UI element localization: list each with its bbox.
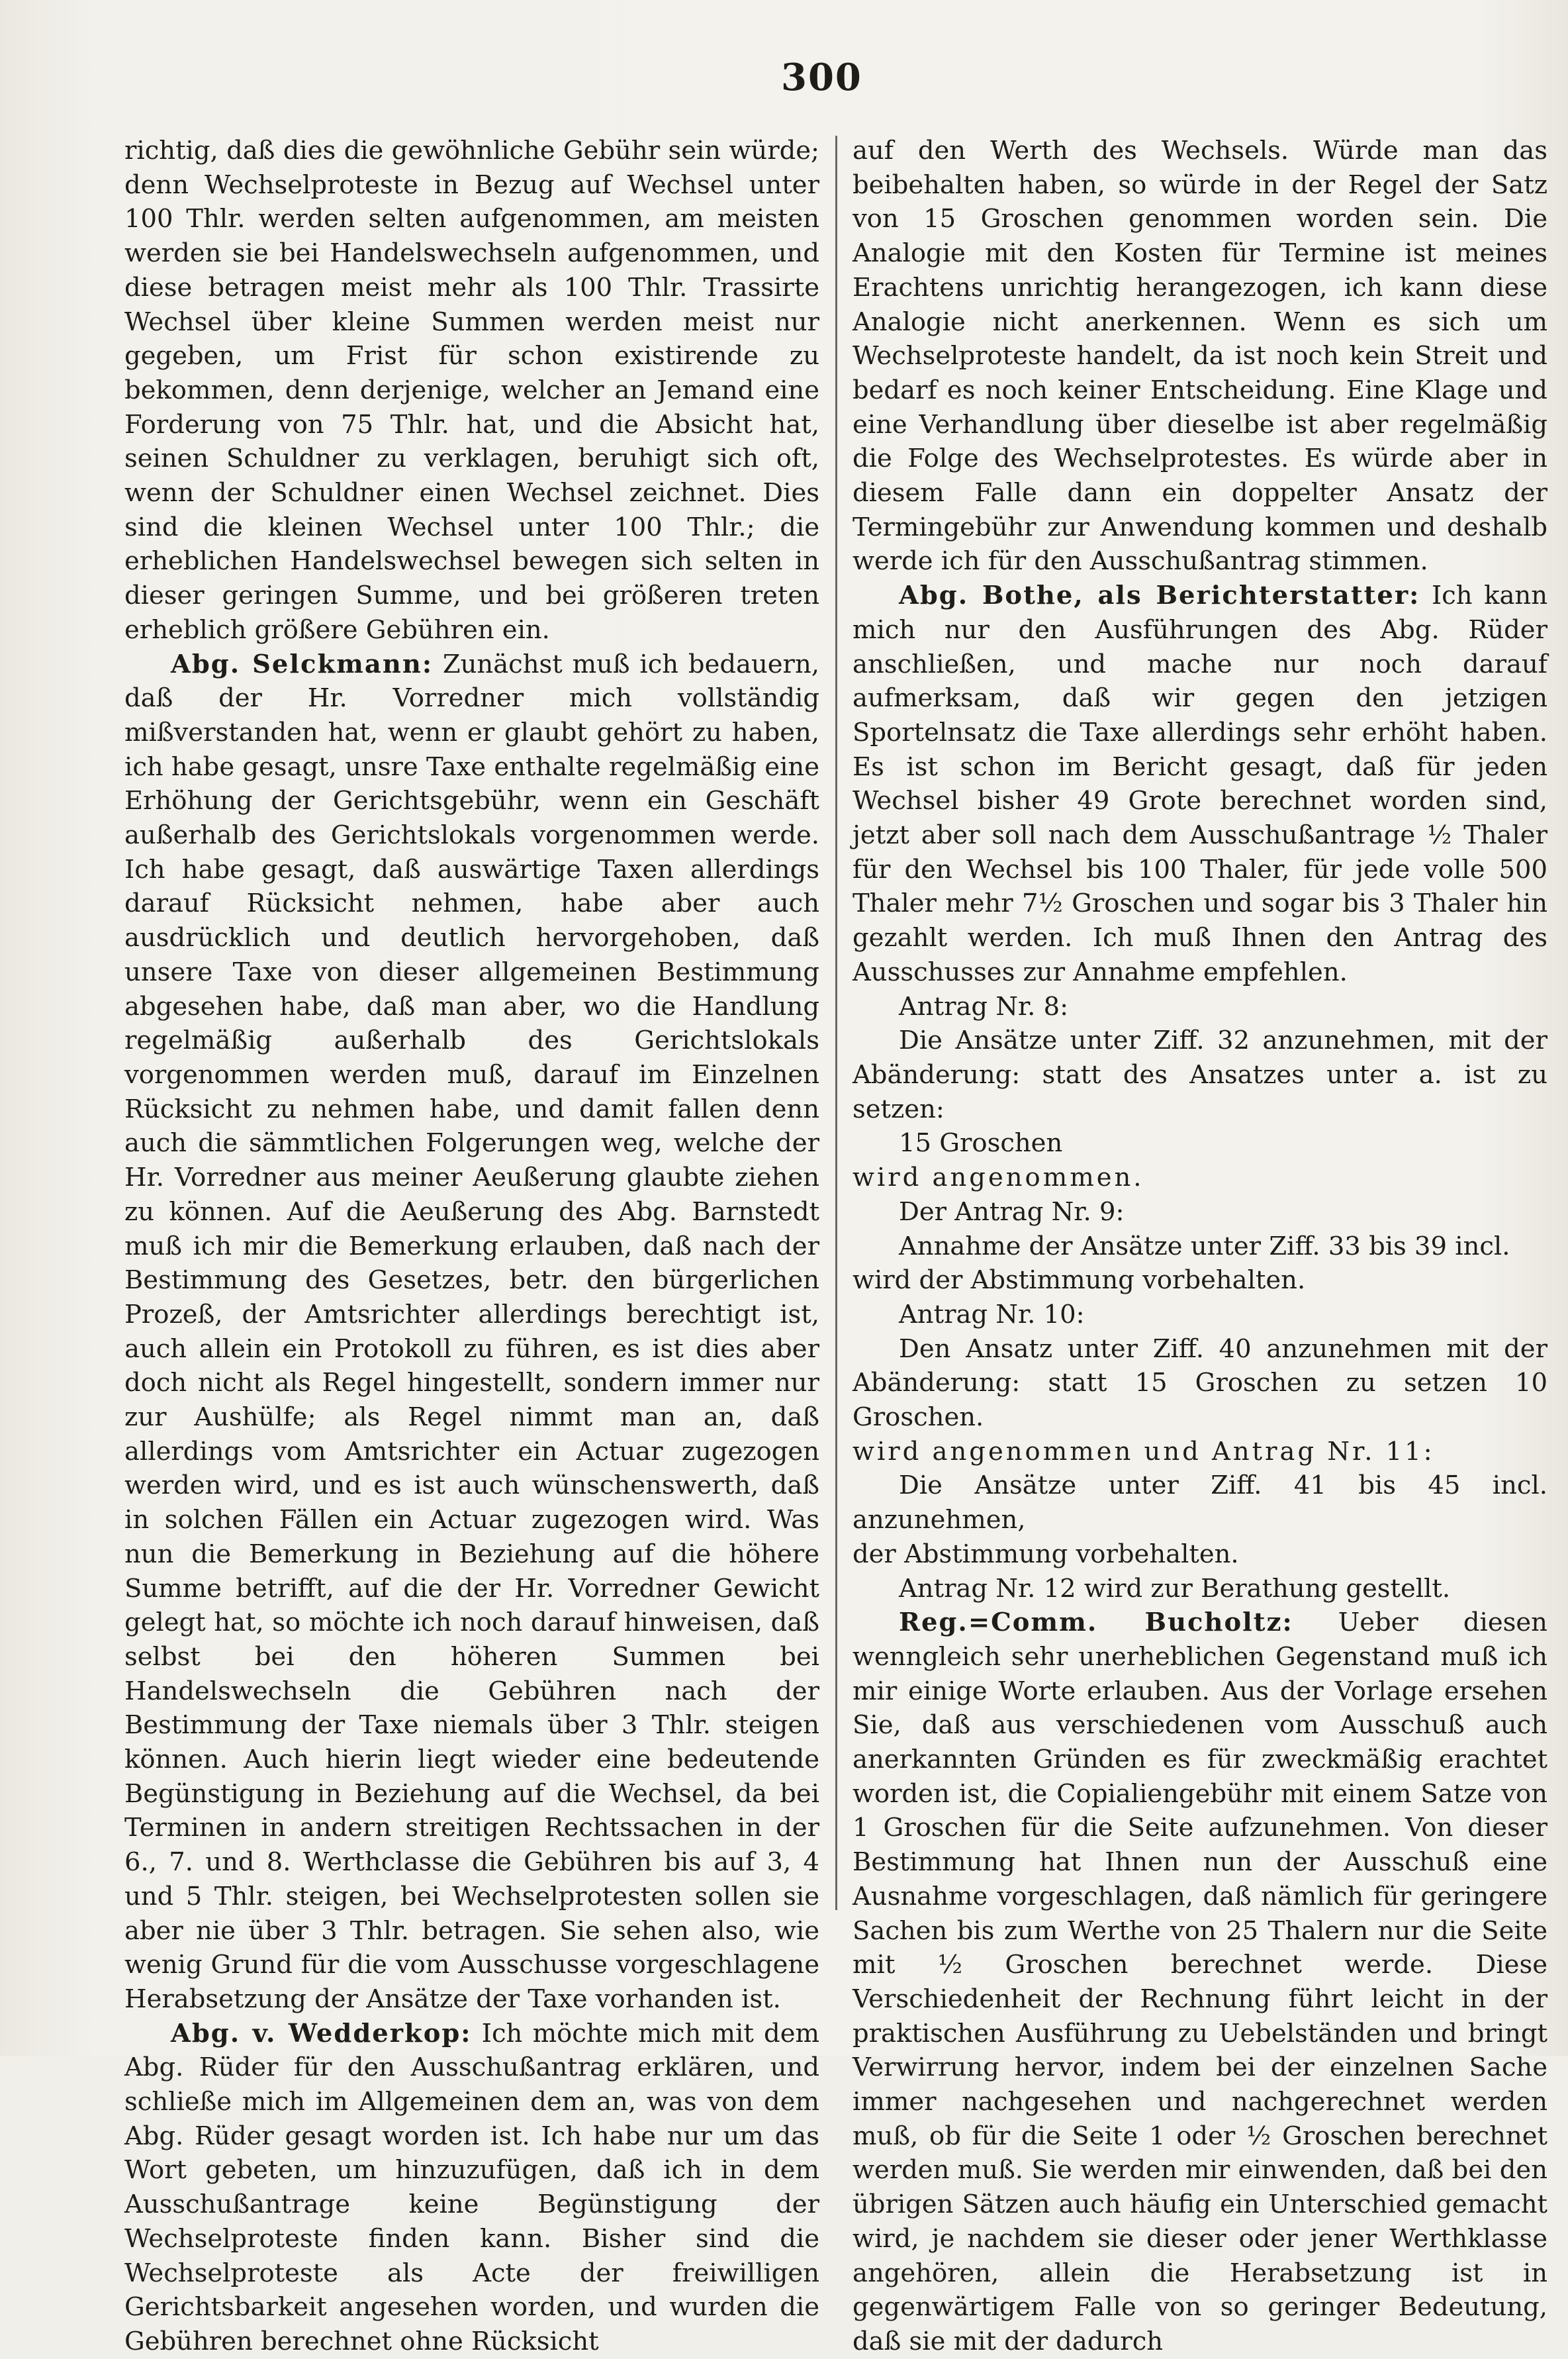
motion-result: wird angenommen und Antrag Nr. 11: (853, 1436, 1435, 1467)
motion-text: Annahme der Ansätze unter Ziff. 33 bis 39 incl. (899, 1231, 1510, 1261)
paragraph (124, 2017, 819, 2359)
page-number: 300 (781, 56, 862, 99)
motion-value: 15 Groschen (899, 1128, 1063, 1159)
column-divider (835, 136, 837, 1910)
motion-title: Antrag Nr. 10: (899, 1299, 1085, 1329)
speaker-name: Abg. v. Wedderkop: (171, 2018, 472, 2048)
speech-text: Ueber diesen wenngleich sehr unerheblichen Gegenstand muß ich mir einige Worte erlauben. Aus der Vorlage ersehen Sie, daß aus verschiedenen vom Ausschuß auch anerkannten Gründen es für zweckmäßig erachtet worden ist, die Copialiengebühr mit einem Satze von 1 Groschen für die Seite aufzunehmen. Von dieser Bestimmung hat Ihnen nun der Ausschuß eine Ausnahme vorgeschlagen, daß nämlich für geringere Sachen bis zum Werthe von 25 Thalern nur die Seite mit ½ Groschen berechnet werde. Diese Verschiedenheit der Rechnung führt leicht in der praktischen Ausführung zu Uebelständen und bringt Verwirrung hervor, indem bei der einzelnen Sache immer nachgesehen und nachgerechnet werden muß, ob für die Seite 1 oder ½ Groschen berechnet werden muß. Sie werden mir einwenden, daß bei den übrigen Sätzen auch häufig ein Unterschied gemacht wird, je nachdem sie dieser oder jener Werthklasse angehören, allein die Herabsetzung ist in gegenwärtigem Falle von so geringer Bedeutung, daß sie mit der dadurch (853, 1608, 1547, 2356)
motion-text: Die Ansätze unter Ziff. 41 bis 45 incl. anzunehmen, (853, 1470, 1547, 1535)
speaker-name: Reg.=Comm. Bucholtz: (899, 1608, 1293, 1638)
paragraph: auf den Werth des Wechsels. Würde man das beibehalten haben, so würde in der Regel der Satz von 15 Groschen genommen worden sein. Die Analogie mit den Kosten für Termine ist meines Erachtens unrichtig herangezogen, ich kann diese Analogie nicht anerkennen. Wenn es sich um Wechselproteste handelt, da ist noch kein Streit und bedarf es noch keiner Entscheidung. Eine Klage und eine Verhandlung über dieselbe ist aber regelmäßig die Folge des Wechselprotestes. Es würde aber in diesem Falle dann ein doppelter Ansatz der Termingebühr zur Anwendung kommen und deshalb werde ich für den Ausschußantrag stimmen. (853, 136, 1547, 577)
speaker-name: Abg. Bothe, als Berichterstatter: (899, 581, 1420, 611)
speaker-name: Abg. Selckmann: (171, 649, 434, 679)
motion-result: wird angenommen. (853, 1163, 1144, 1193)
motion-title: Der Antrag Nr. 9: (899, 1196, 1125, 1227)
motion-text: Den Ansatz unter Ziff. 40 anzunehmen mit der Abänderung: statt 15 Groschen zu setzen 10 Groschen. (853, 1333, 1547, 1433)
motion-text: Antrag Nr. 12 wird zur Berathung gestellt. (899, 1573, 1451, 1604)
paragraph (853, 1606, 1547, 2358)
right-column (853, 134, 1547, 2359)
motion-result: der Abstimmung vorbehalten. (853, 1539, 1239, 1569)
left-column (124, 134, 819, 2359)
paragraph (124, 648, 819, 2017)
speech-text: Ich möchte mich mit dem Abg. Rüder für den Ausschußantrag erklären, und schließe mich im Allgemeinen dem an, was von dem Abg. Rüder gesagt worden ist. Ich habe nur um das Wort gebeten, um hinzuzufügen, daß ich in dem Ausschußantrage keine Begünstigung der Wechselproteste finden kann. Bisher sind die Wechselproteste als Acte der freiwilligen Gerichtsbarkeit angesehen worden, und wurden die Gebühren berechnet ohne Rücksicht (124, 2018, 819, 2356)
speech-text: Zunächst muß ich bedauern, daß der Hr. Vorredner mich vollständig mißverstanden hat, wenn er glaubt gehört zu haben, ich habe gesagt, unsre Taxe enthalte regelmäßig eine Erhöhung der Gerichtsgebühr, wenn ein Geschäft außerhalb des Gerichtslokals vorgenommen werde. Ich habe gesagt, daß auswärtige Taxen allerdings darauf Rücksicht nehmen, habe aber auch ausdrücklich und deutlich hervorgehoben, daß unsere Taxe von dieser allgemeinen Bestimmung abgesehen habe, daß man aber, wo die Handlung regelmäßig außerhalb des Gerichtslokals vorgenommen werden muß, darauf im Einzelnen Rücksicht zu nehmen habe, und damit fallen denn auch die sämmtlichen Folgerungen weg, welche der Hr. Vorredner aus meiner Aeußerung glaubte ziehen zu können. Auf die Aeußerung des Abg. Barnstedt muß ich mir die Bemerkung erlauben, daß nach der Bestimmung des Gesetzes, betr. den bürgerlichen Prozeß, der Amtsrichter allerdings berechtigt ist, auch allein ein Protokoll zu führen, es ist dies aber doch nicht als Regel hingestellt, sondern immer nur zur Aushülfe; als Regel nimmt man an, daß allerdings vom Amtsrichter ein Actuar zugezogen werden wird, und es ist auch wünschenswerth, daß in solchen Fällen ein Actuar zugezogen wird. Was nun die Bemerkung in Beziehung auf die höhere Summe betrifft, auf die der Hr. Vorredner Gewicht gelegt hat, so möchte ich noch darauf hinweisen, daß selbst bei den höheren Summen bei Handelswechseln die Gebühren nach der Bestimmung der Taxe niemals über 3 Thlr. steigen können. Auch hierin liegt wieder eine bedeutende Begünstigung in Beziehung auf die Wechsel, da bei Terminen in andern streitigen Rechtssachen in der 6., 7. und 8. Werthclasse die Gebühren bis auf 3, 4 und 5 Thlr. steigen, bei Wechselprotesten sollen sie aber nie über 3 Thlr. betragen. Sie sehen also, wie wenig Grund für die vom Ausschusse vorgeschlagene Herabsetzung der Ansätze der Taxe vorhanden ist. (124, 649, 819, 2014)
motion-title: Antrag Nr. 8: (899, 991, 1069, 1022)
motion-result: wird der Abstimmung vorbehalten. (853, 1265, 1306, 1296)
paragraph (853, 579, 1547, 989)
paragraph: richtig, daß dies die gewöhnliche Gebühr sein würde; denn Wechselproteste in Bezug auf Wechsel unter 100 Thlr. werden selten aufgenommen, am meisten werden sie bei Handelswechseln aufgenommen, und diese betragen meist mehr als 100 Thlr. Trassirte Wechsel über kleine Summen werden meist nur gegeben, um Frist für schon existirende zu bekommen, denn derjenige, welcher an Jemand eine Forderung von 75 Thlr. hat, und die Absicht hat, seinen Schuldner zu verklagen, beruhigt sich oft, wenn der Schuldner einen Wechsel zeichnet. Dies sind die kleinen Wechsel unter 100 Thlr.; die erheblichen Handelswechsel bewegen sich selten in dieser geringen Summe, und bei größeren treten erheblich größere Gebühren ein. (124, 136, 819, 645)
speech-text: Ich kann mich nur den Ausführungen des Abg. Rüder anschließen, und mache nur noch darauf aufmerksam, daß wir gegen den jetzigen Sportelnsatz die Taxe allerdings sehr erhöht haben. Es ist schon im Bericht gesagt, daß für jeden Wechsel bisher 49 Grote berechnet worden sind, jetzt aber soll nach dem Ausschußantrage ½ Thaler für den Wechsel bis 100 Thaler, für jede volle 500 Thaler mehr 7½ Groschen und sogar bis 3 Thaler hin gezahlt werden. Ich muß Ihnen den Antrag des Ausschusses zur Annahme empfehlen. (853, 581, 1547, 987)
motion-text: Die Ansätze unter Ziff. 32 anzunehmen, mit der Abänderung: statt des Ansatzes unter a. ist zu setzen: (853, 1026, 1547, 1124)
